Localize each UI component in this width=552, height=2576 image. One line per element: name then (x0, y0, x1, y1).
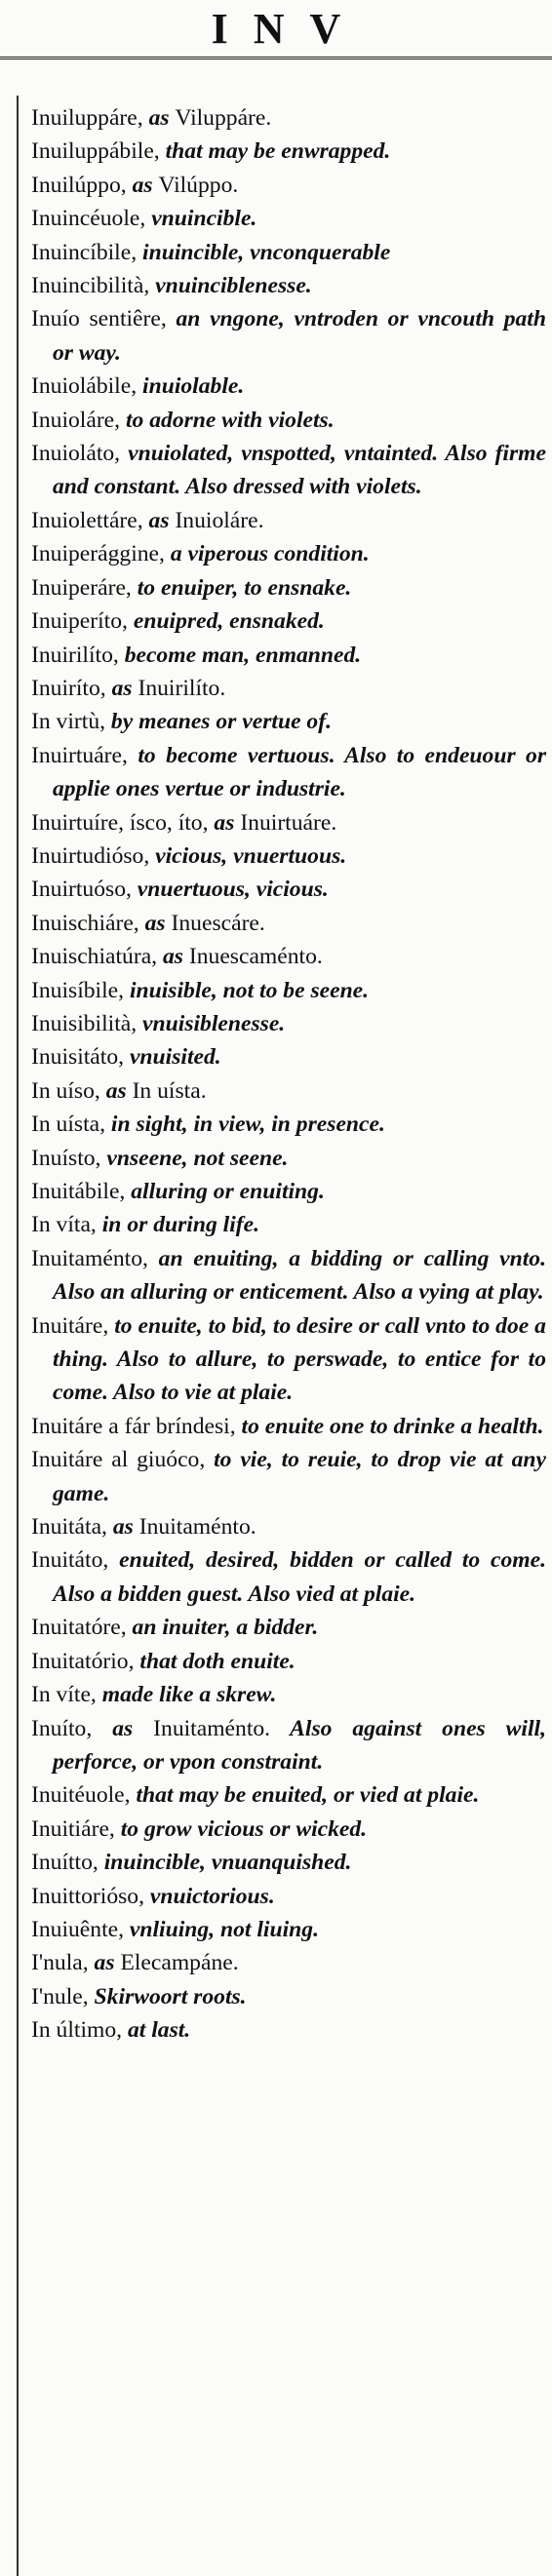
entry-headword: Inuiluppáre, (31, 105, 143, 131)
dictionary-entry (31, 2013, 546, 2047)
dictionary-entry (31, 1645, 546, 1678)
entry-headword: Inuisíbile, (31, 977, 125, 1003)
entry-headword: In virtù, (31, 709, 106, 735)
entry-headword: Inuisibilità, (31, 1010, 138, 1036)
entry-headword: Inuitiáre, (31, 1815, 115, 1842)
dictionary-entry (31, 1813, 546, 1846)
entry-headword: Inuitábile, (31, 1179, 126, 1204)
entry-headword: Inuirilíto, (31, 642, 119, 668)
entry-headword: I'nula, (31, 1950, 89, 1976)
entry-headword: Inuirtuáre, (31, 742, 128, 768)
entry-headword: Inuiolettáre, (31, 507, 143, 533)
entry-definition: an enuiting, a bidding or calling vnto. Also an alluring or enticement. Also a vying at play. (53, 1245, 546, 1306)
entry-definition: as Inuirtuáre. (214, 809, 337, 836)
dictionary-entry (31, 1007, 546, 1040)
entry-definition: as Inuitaménto. Also against ones will, perforce, or vpon constraint. (53, 1715, 546, 1775)
entry-definition: as Vilúppo. (132, 172, 239, 198)
entry-definition: inuisible, not to be seene. (129, 977, 370, 1003)
entry-headword: Inuiuênte, (31, 1916, 124, 1942)
dictionary-entry (31, 605, 546, 638)
entry-definition: that may be enwrapped. (165, 138, 391, 165)
entry-headword: Inuíto, (31, 1715, 93, 1741)
entry-headword: I'nule, (31, 1983, 89, 2010)
dictionary-entry (31, 1142, 546, 1175)
entry-headword: Inuiperáre, (31, 574, 132, 601)
entry-headword: Inuitaménto, (31, 1245, 148, 1271)
entry-headword: Inuioláre, (31, 407, 121, 433)
dictionary-entry (31, 135, 546, 168)
dictionary-entry (31, 907, 546, 940)
entry-definition: vnuertuous, vicious. (137, 877, 329, 903)
dictionary-entry (31, 537, 546, 570)
dictionary-entry (31, 639, 546, 672)
dictionary-entry (31, 806, 546, 839)
dictionary-entry (31, 739, 546, 806)
dictionary-entry (31, 1410, 546, 1443)
header-rule (0, 57, 552, 59)
dictionary-entry (31, 940, 546, 973)
entry-headword: Inuiperággine, (31, 541, 165, 567)
entry-headword: Inuítto, (31, 1850, 99, 1876)
dictionary-entry (31, 1074, 546, 1108)
dictionary-entry (31, 1611, 546, 1644)
entry-headword: Inuitéuole, (31, 1782, 131, 1809)
page-title: INV (211, 5, 367, 53)
dictionary-entry (31, 1712, 546, 1779)
dictionary-entry (31, 1040, 546, 1073)
entry-definition: enuipred, ensnaked. (133, 608, 325, 635)
dictionary-entry (31, 571, 546, 605)
dictionary-entry (31, 974, 546, 1007)
entry-headword: Inuioláto, (31, 441, 121, 467)
entry-headword: Inuincibilità, (31, 273, 150, 299)
dictionary-entry (31, 1913, 546, 1946)
dictionary-entry (31, 1208, 546, 1241)
dictionary-entry (31, 873, 546, 906)
entry-definition: in sight, in view, in presence. (110, 1112, 385, 1138)
dictionary-entry (31, 370, 546, 403)
dictionary-entry (31, 269, 546, 302)
dictionary-entry (31, 1543, 546, 1611)
entry-headword: Inuiríto, (31, 675, 106, 701)
dictionary-entry (31, 504, 546, 537)
entry-headword: Inuischiáre, (31, 910, 139, 936)
entry-headword: In víta, (31, 1212, 97, 1238)
dictionary-entry (31, 236, 546, 269)
entry-definition: a viperous condition. (170, 541, 370, 567)
dictionary-entry (31, 202, 546, 235)
entry-headword: Inuitáre al giuóco, (31, 1447, 206, 1473)
entry-headword: Inuiolábile, (31, 373, 138, 400)
dictionary-entry (31, 1678, 546, 1711)
entry-headword: Inuischiatúra, (31, 944, 158, 970)
entry-headword: Inuitáre, (31, 1312, 109, 1339)
entry-definition: vnseene, not seene. (106, 1145, 289, 1171)
entry-definition: become man, enmanned. (124, 642, 362, 668)
dictionary-entry (31, 1108, 546, 1141)
dictionary-entry (31, 839, 546, 873)
entry-definition: to become vertuous. Also to endeuour or applie ones vertue or industrie. (53, 742, 547, 802)
entry-definition: as In uísta. (105, 1077, 207, 1104)
entry-headword: In último, (31, 2017, 123, 2044)
entry-definition: vnuincible. (151, 206, 257, 232)
entry-headword: Inuitáre a fár bríndesi, (31, 1413, 236, 1439)
dictionary-entry (31, 302, 546, 370)
entry-definition: to enuiper, to ensnake. (137, 574, 352, 601)
entry-headword: Inuío sentiêre, (31, 306, 167, 332)
entry-definition: as Viluppáre. (148, 105, 272, 131)
dictionary-entry (31, 101, 546, 135)
entry-definition: as Inuescaménto. (162, 944, 323, 970)
entry-headword: Inuiluppábile, (31, 138, 160, 165)
entry-definition: that doth enuite. (139, 1648, 296, 1674)
dictionary-entry (31, 672, 546, 705)
column-rule (17, 96, 19, 2576)
entry-definition: an inuiter, a bidder. (132, 1615, 319, 1641)
entry-definition: inuiolable. (142, 373, 245, 400)
entry-headword: Inuincéuole, (31, 206, 146, 232)
entry-headword: Inuitatório, (31, 1648, 135, 1674)
entry-definition: enuited, desired, bidden or called to come. Also a bidden guest. Also vied at plaie. (53, 1547, 547, 1607)
dictionary-entry (31, 1946, 546, 1979)
entry-headword: In uíso, (31, 1077, 100, 1104)
dictionary-entry (31, 1443, 546, 1510)
entry-definition: at last. (127, 2017, 191, 2044)
dictionary-entry (31, 1980, 546, 2013)
entry-definition: as Inuitaménto. (112, 1514, 256, 1541)
entry-definition: to vie, to reuie, to drop vie at any game. (53, 1447, 546, 1506)
entry-definition: to enuite, to bid, to desire or call vnto to doe a thing. Also to allure, to perswade, to entice for to come. Also to vie at plaie. (53, 1312, 546, 1406)
page-header (0, 0, 552, 57)
entry-definition: alluring or enuiting. (131, 1179, 325, 1204)
entry-definition: as Inuescáre. (144, 910, 265, 936)
entry-definition: made like a skrew. (101, 1682, 277, 1708)
dictionary-entry (31, 1175, 546, 1208)
dictionary-entry (31, 705, 546, 738)
entry-headword: Inuirtudióso, (31, 842, 150, 869)
entry-headword: Inuisitáto, (31, 1044, 125, 1071)
entry-headword: Inuilúppo, (31, 172, 127, 198)
entry-headword: In víte, (31, 1682, 97, 1708)
entry-definition: as Inuioláre. (148, 507, 264, 533)
entry-headword: Inuirtuóso, (31, 877, 132, 903)
entry-definition: in or during life. (101, 1212, 260, 1238)
dictionary-entry (31, 404, 546, 437)
dictionary-entry (31, 169, 546, 202)
entry-definition: to adorne with violets. (125, 407, 335, 433)
dictionary-entry (31, 1510, 546, 1543)
dictionary-entry (31, 1242, 546, 1309)
dictionary-entry (31, 1778, 546, 1812)
entry-headword: Inuirtuíre, ísco, íto, (31, 809, 209, 836)
entry-definition: that may be enuited, or vied at plaie. (136, 1782, 480, 1809)
entry-definition: to grow vicious or wicked. (120, 1815, 368, 1842)
entry-headword: Inuittorióso, (31, 1883, 144, 1909)
entry-definition: as Elecampáne. (94, 1950, 239, 1976)
entry-definition: Skirwoort roots. (94, 1983, 247, 2010)
entry-definition: to enuite one to drinke a health. (241, 1413, 544, 1439)
dictionary-entry (31, 1309, 546, 1410)
entry-headword: In uísta, (31, 1112, 106, 1138)
entry-headword: Inuísto, (31, 1145, 101, 1171)
entry-definition: vnuisiblenesse. (142, 1010, 286, 1036)
entry-headword: Inuincíbile, (31, 239, 138, 265)
dictionary-entry (31, 1846, 546, 1879)
entry-definition: inuincible, vnuanquished. (103, 1850, 352, 1876)
entry-definition: vnuictorious. (149, 1883, 275, 1909)
entry-definition: inuincible, vnconquerable (142, 239, 391, 265)
entry-definition: as Inuirilíto. (111, 675, 226, 701)
entry-headword: Inuitatóre, (31, 1615, 127, 1641)
entry-definition: vnuiolated, vnspotted, vntainted. Also firme and constant. Also dressed with violets. (53, 441, 546, 500)
entry-headword: Inuiperíto, (31, 608, 128, 635)
dictionary-entry (31, 1880, 546, 1913)
entry-headword: Inuitáto, (31, 1547, 109, 1574)
entry-definition: vnuisited. (129, 1044, 221, 1071)
entry-definition: by meanes or vertue of. (110, 709, 332, 735)
entry-definition: vnuinciblenesse. (155, 273, 312, 299)
entry-headword: Inuitáta, (31, 1514, 107, 1541)
entry-definition: vicious, vnuertuous. (155, 842, 347, 869)
dictionary-entry (31, 437, 546, 504)
entry-definition: vnliuing, not liuing. (129, 1916, 319, 1942)
entry-list (31, 101, 546, 2048)
entry-definition: an vngone, vntroden or vncouth path or way. (53, 306, 546, 366)
